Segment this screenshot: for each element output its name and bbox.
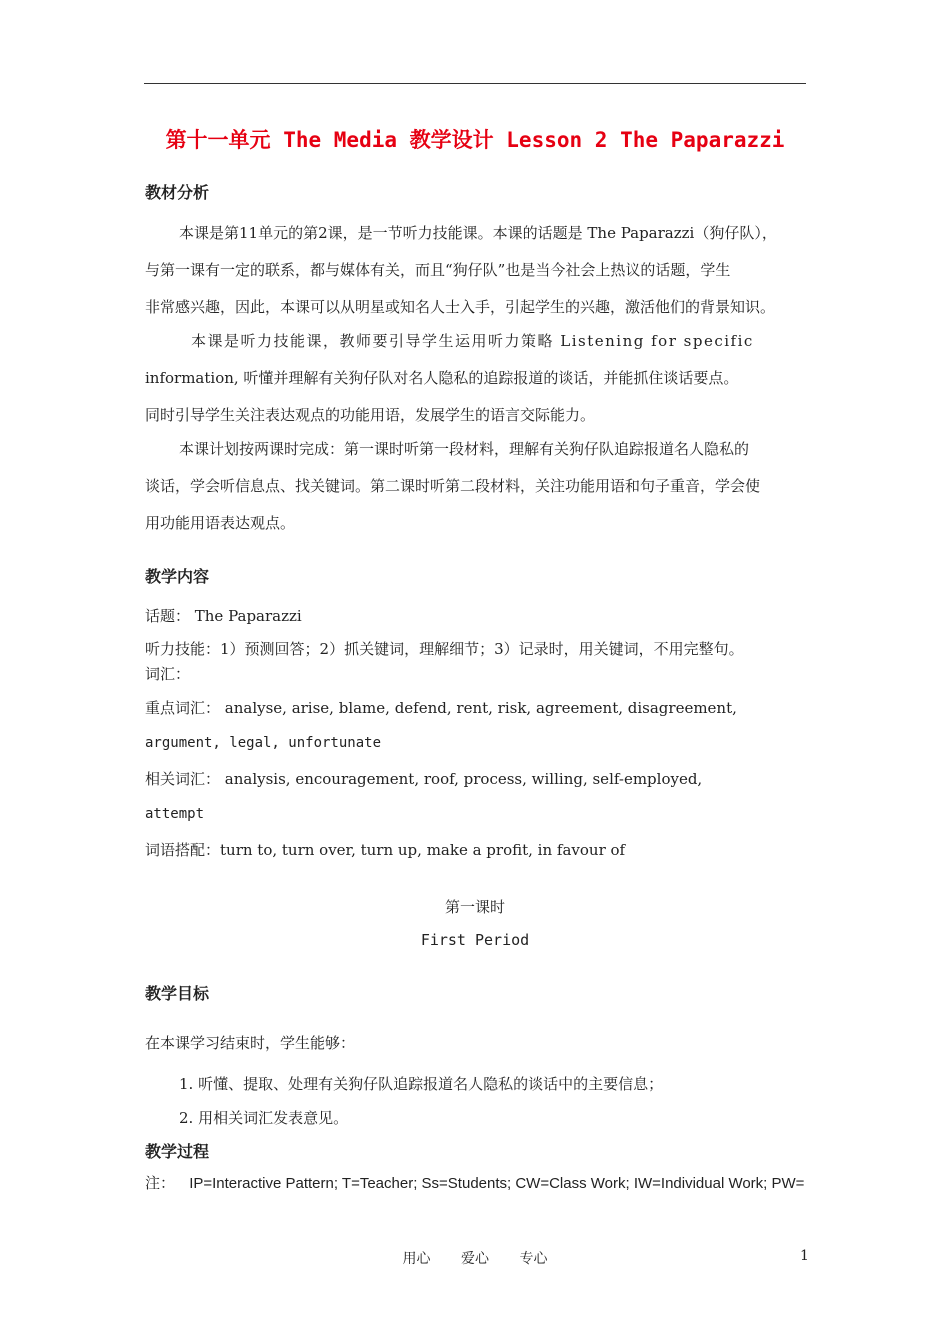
topic-line: 话题： The Paparazzi — [145, 607, 302, 625]
period-title-en: First Period — [420, 931, 530, 949]
document-title: 第十一单元 The Media 教学设计 Lesson 2 The Paparazzi — [165, 128, 785, 152]
process-note — [145, 1172, 804, 1193]
note-text: IP=Interactive Pattern; T=Teacher; Ss=Students; CW=Class Work; IW=Individual Work; PW= — [189, 1175, 805, 1192]
key-vocab-line: 重点词汇： analyse, arise, blame, defend, rent, risk, agreement, disagreement, — [145, 699, 737, 717]
analysis-line: 与第一课有一定的联系，都与媒体有关，而且“狗仔队”也是当今社会上热议的话题，学生 — [145, 261, 731, 279]
analysis-line: 本课是第11单元的第2课，是一节听力技能课。本课的话题是 The Paparazzi（狗仔队）， — [179, 224, 777, 242]
objective-item: 2. 用相关词汇发表意见。 — [179, 1109, 349, 1127]
related-vocab-line: attempt — [145, 806, 205, 822]
note-label: 注： — [145, 1175, 176, 1192]
section-heading-analysis: 教材分析 — [145, 183, 210, 202]
skills-line: 听力技能：1）预测回答；2）抓关键词，理解细节；3）记录时，用关键词，不用完整句。 — [145, 640, 744, 658]
period-title-cn: 第一课时 — [444, 898, 505, 916]
analysis-line: 同时引导学生关注表达观点的功能用语，发展学生的语言交际能力。 — [145, 406, 596, 424]
analysis-line: 本课计划按两课时完成：第一课时听第一段材料，理解有关狗仔队追踪报道名人隐私的 — [179, 440, 750, 458]
objective-item: 1. 听懂、提取、处理有关狗仔队追踪报道名人隐私的谈话中的主要信息； — [179, 1075, 664, 1093]
key-vocab-line: argument, legal, unfortunate — [145, 735, 382, 751]
footer-item: 专心 — [519, 1251, 548, 1267]
analysis-line: information, 听懂并理解有关狗仔队对名人隐私的追踪报道的谈话，并能抓住谈话要点。 — [145, 369, 739, 387]
section-heading-content: 教学内容 — [145, 567, 210, 586]
section-heading-process: 教学过程 — [145, 1142, 210, 1161]
analysis-line: 本课是听力技能课，教师要引导学生运用听力策略 Listening for specific — [191, 332, 754, 350]
objectives-intro: 在本课学习结束时，学生能够： — [145, 1034, 356, 1052]
related-vocab-line: 相关词汇： analysis, encouragement, roof, process, willing, self-employed, — [145, 770, 703, 788]
vocab-label: 词汇： — [145, 665, 191, 683]
collocations-line: 词语搭配：turn to, turn over, turn up, make a profit, in favour of — [145, 841, 626, 859]
analysis-line: 非常感兴趣，因此，本课可以从明星或知名人士入手，引起学生的兴趣，激活他们的背景知识。 — [145, 298, 776, 316]
section-heading-objectives: 教学目标 — [145, 984, 210, 1003]
analysis-line: 用功能用语表达观点。 — [145, 514, 296, 532]
analysis-line: 谈话，学会听信息点、找关键词。第二课时听第二段材料，关注功能用语和句子重音，学会使 — [145, 477, 761, 495]
page-number: 1 — [800, 1248, 809, 1264]
footer-item: 用心 — [402, 1251, 431, 1267]
footer-item: 爱心 — [461, 1251, 489, 1267]
header-rule — [144, 83, 806, 84]
